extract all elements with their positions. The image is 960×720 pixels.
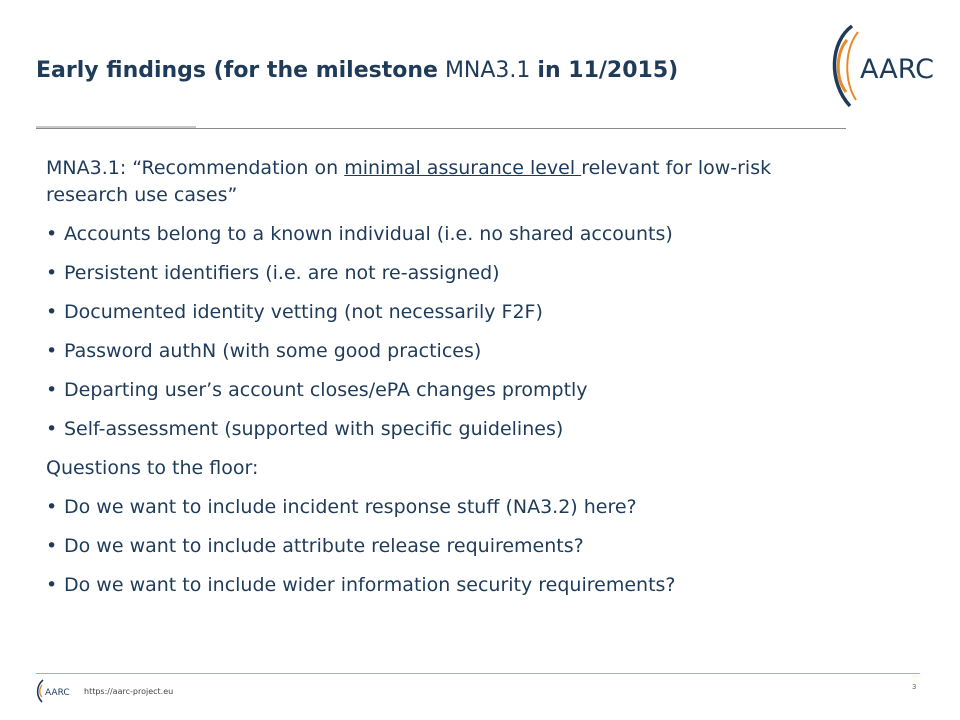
- bullet-icon: •: [46, 535, 58, 557]
- bullet-icon: •: [46, 379, 58, 401]
- list-item: • Departing user’s account closes/ePA changes promptly: [46, 377, 846, 404]
- title-divider-accent: [36, 126, 196, 128]
- slide-body: [46, 155, 846, 611]
- intro-paragraph: MNA3.1: “Recommendation on minimal assurance level relevant for low-risk research use cases”: [46, 157, 772, 206]
- title-bold-date: in 11/2015): [537, 58, 679, 83]
- footer-divider: [36, 673, 920, 674]
- title-bold-part: Early findings (for the milestone: [36, 58, 438, 83]
- questions-heading: Questions to the floor:: [46, 457, 259, 479]
- questions-list: [46, 494, 846, 599]
- bullet-icon: •: [46, 262, 58, 284]
- title-milestone-code: MNA3.1: [444, 58, 531, 83]
- bullet-icon: •: [46, 574, 58, 596]
- bullet-icon: •: [46, 301, 58, 323]
- slide-title: [36, 58, 678, 83]
- underlined-term: minimal assurance level: [344, 157, 582, 179]
- list-item: • Persistent identifiers (i.e. are not re-assigned): [46, 260, 846, 287]
- logo-text: AARC: [860, 54, 934, 85]
- page-number: 3: [912, 683, 917, 691]
- list-item: • Do we want to include wider information security requirements?: [46, 572, 846, 599]
- list-item: • Do we want to include attribute release requirements?: [46, 533, 846, 560]
- list-item: • Documented identity vetting (not necessarily F2F): [46, 299, 846, 326]
- footer-url[interactable]: https://aarc-project.eu: [84, 687, 174, 696]
- bullet-icon: •: [46, 418, 58, 440]
- list-item: • Accounts belong to a known individual (i.e. no shared accounts): [46, 221, 846, 248]
- bullet-icon: •: [46, 496, 58, 518]
- list-item: • Password authN (with some good practices): [46, 338, 846, 365]
- list-item: • Do we want to include incident response stuff (NA3.2) here?: [46, 494, 846, 521]
- bullet-icon: •: [46, 223, 58, 245]
- aarc-logo: [822, 20, 942, 112]
- list-item: • Self-assessment (supported with specific guidelines): [46, 416, 846, 443]
- footer-logo-text: AARC: [45, 688, 70, 698]
- bullet-icon: •: [46, 340, 58, 362]
- findings-list: [46, 221, 846, 443]
- footer-logo: [34, 678, 78, 704]
- title-divider: [36, 128, 846, 129]
